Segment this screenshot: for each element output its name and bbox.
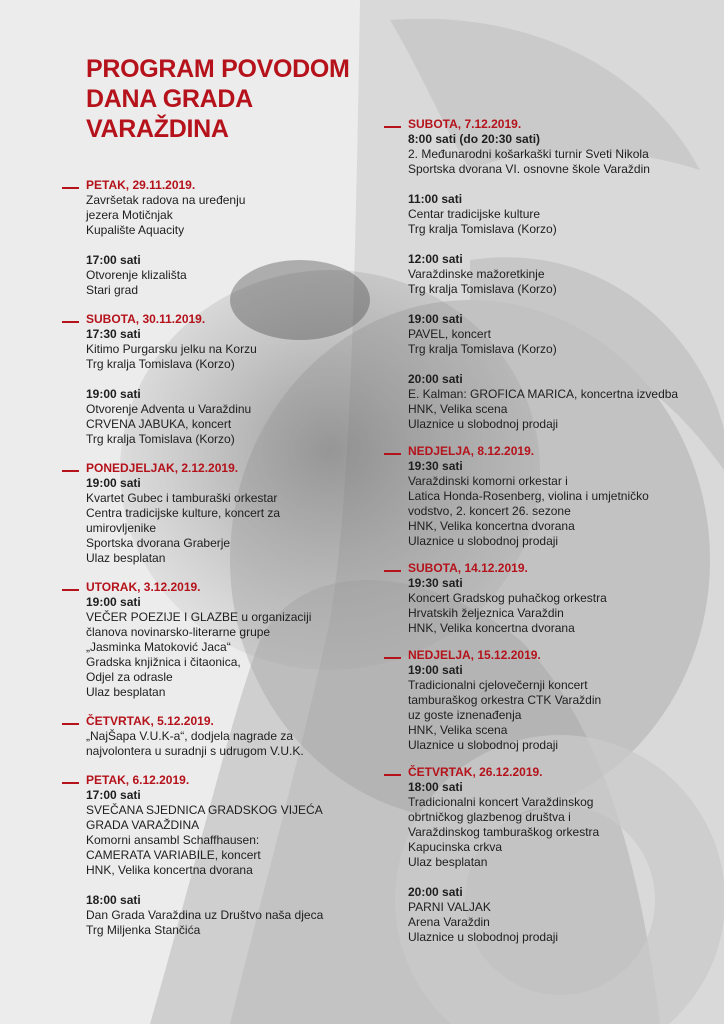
event-day (86, 773, 346, 938)
event-day (86, 461, 346, 566)
event-line: Varaždinski komorni orkestar i (408, 474, 568, 488)
event-line: Kupalište Aquacity (86, 223, 185, 237)
event-date: ČETVRTAK, 26.12.2019. (408, 765, 543, 779)
event-line: uz goste iznenađenja (408, 708, 522, 722)
event-day (86, 312, 346, 447)
event-line: Ulaz besplatan (408, 855, 488, 869)
event-time: 12:00 sati (408, 252, 463, 266)
event-line: Završetak radova na uređenju (86, 193, 246, 207)
event-date: SUBOTA, 14.12.2019. (408, 561, 528, 575)
event-slot (408, 372, 708, 432)
event-date: ČETVRTAK, 5.12.2019. (86, 714, 214, 728)
event-line: Kvartet Gubec i tamburaški orkestar (86, 491, 278, 505)
right-program-column (408, 117, 708, 957)
event-time: 20:00 sati (408, 372, 463, 386)
event-date: SUBOTA, 7.12.2019. (408, 117, 522, 131)
dash-marker (62, 723, 79, 725)
event-time: 11:00 sati (408, 192, 463, 206)
title-line-1: PROGRAM POVODOM (86, 55, 350, 83)
event-slot (86, 193, 346, 238)
event-line: GRADA VARAŽDINA (86, 818, 200, 832)
event-date: PONEDJELJAK, 2.12.2019. (86, 461, 239, 475)
event-line: obrtničkog glazbenog društva i (408, 810, 571, 824)
event-line: jezera Motičnjak (86, 208, 173, 222)
event-day (86, 580, 346, 700)
event-time: 17:00 sati (86, 253, 141, 267)
event-line: „Jasminka Matoković Jaca“ (86, 640, 231, 654)
event-slot (408, 312, 708, 357)
event-time: 17:00 sati (86, 788, 141, 802)
event-line: Stari grad (86, 283, 139, 297)
title-line-3: VARAŽDINA (86, 115, 229, 143)
dash-marker (384, 774, 401, 776)
event-line: Ulaz besplatan (86, 685, 166, 699)
dash-marker (384, 570, 401, 572)
event-line: Dan Grada Varaždina uz Društvo naša djeca (86, 908, 324, 922)
event-slot (86, 387, 346, 447)
event-day (408, 444, 708, 549)
event-slot (86, 893, 346, 938)
event-slot (408, 132, 708, 177)
event-line: Hrvatskih željeznica Varaždin (408, 606, 564, 620)
event-slot (86, 788, 346, 878)
event-slot (86, 595, 346, 700)
event-line: HNK, Velika koncertna dvorana (86, 863, 253, 877)
event-line: Varaždinske mažoretkinje (408, 267, 545, 281)
event-slot (408, 885, 708, 945)
event-line: Ulaznice u slobodnoj prodaji (408, 930, 559, 944)
event-line: Varaždinskog tamburaškog orkestra (408, 825, 600, 839)
event-slot (408, 192, 708, 237)
event-date: PETAK, 29.11.2019. (86, 178, 196, 192)
event-slot (86, 327, 346, 372)
event-line: Centar tradicijske kulture (408, 207, 541, 221)
event-line: PARNI VALJAK (408, 900, 491, 914)
event-slot (86, 476, 346, 566)
event-line: Arena Varaždin (408, 915, 490, 929)
event-line: E. Kalman: GROFICA MARICA, koncertna izvedba (408, 387, 679, 401)
event-line: SVEČANA SJEDNICA GRADSKOG VIJEĆA (86, 803, 323, 817)
event-line: PAVEL, koncert (408, 327, 491, 341)
event-time: 19:30 sati (408, 459, 463, 473)
event-line: „NajŠapa V.U.K-a“, dodjela nagrade za (86, 729, 294, 743)
dash-marker (62, 470, 79, 472)
event-line: VEČER POEZIJE I GLAZBE u organizaciji (86, 610, 312, 624)
dash-marker (62, 187, 79, 189)
event-slot (408, 459, 708, 549)
event-slot (86, 729, 346, 759)
event-line: vodstvo, 2. koncert 26. sezone (408, 504, 571, 518)
page-title (86, 54, 386, 144)
event-line: Otvorenje Adventa u Varaždinu (86, 402, 252, 416)
event-time: 19:00 sati (408, 663, 463, 677)
event-line: Odjel za odrasle (86, 670, 173, 684)
event-line: Ulaznice u slobodnoj prodaji (408, 534, 559, 548)
event-slot (408, 663, 708, 753)
event-line: CRVENA JABUKA, koncert (86, 417, 232, 431)
event-time: 19:00 sati (86, 476, 141, 490)
event-day (408, 648, 708, 753)
event-line: Gradska knjižnica i čitaonica, (86, 655, 241, 669)
dash-marker (384, 126, 401, 128)
event-time: 17:30 sati (86, 327, 141, 341)
event-line: Ulaz besplatan (86, 551, 166, 565)
event-line: umirovljenike (86, 521, 157, 535)
event-day (408, 117, 708, 432)
event-time: 19:30 sati (408, 576, 463, 590)
event-date: SUBOTA, 30.11.2019. (86, 312, 206, 326)
event-day (86, 178, 346, 298)
event-line: Trg Miljenka Stančića (86, 923, 201, 937)
event-line: Ulaznice u slobodnoj prodaji (408, 738, 559, 752)
event-line: Trg kralja Tomislava (Korzo) (86, 432, 235, 446)
event-slot (86, 253, 346, 298)
dash-marker (62, 321, 79, 323)
event-time: 18:00 sati (408, 780, 463, 794)
event-line: 2. Međunarodni košarkaški turnir Sveti Nikola (408, 147, 649, 161)
event-line: Trg kralja Tomislava (Korzo) (408, 282, 557, 296)
event-line: tamburaškog orkestra CTK Varaždin (408, 693, 602, 707)
event-time: 19:00 sati (408, 312, 463, 326)
event-time: 20:00 sati (408, 885, 463, 899)
event-day (408, 561, 708, 636)
event-day (408, 765, 708, 945)
event-line: HNK, Velika koncertna dvorana (408, 519, 575, 533)
event-line: Trg kralja Tomislava (Korzo) (408, 222, 557, 236)
event-line: najvolontera u suradnji s udrugom V.U.K. (86, 744, 304, 758)
event-time: 19:00 sati (86, 595, 141, 609)
event-line: Kitimo Purgarsku jelku na Korzu (86, 342, 257, 356)
dash-marker (384, 453, 401, 455)
dash-marker (62, 589, 79, 591)
event-line: članova novinarsko-literarne grupe (86, 625, 271, 639)
event-line: Sportska dvorana Graberje (86, 536, 231, 550)
dash-marker (384, 657, 401, 659)
event-date: PETAK, 6.12.2019. (86, 773, 190, 787)
event-line: Trg kralja Tomislava (Korzo) (408, 342, 557, 356)
event-slot (408, 576, 708, 636)
event-line: HNK, Velika koncertna dvorana (408, 621, 575, 635)
dash-marker (62, 782, 79, 784)
event-line: Tradicionalni koncert Varaždinskog (408, 795, 594, 809)
event-line: HNK, Velika scena (408, 723, 508, 737)
event-time: 18:00 sati (86, 893, 141, 907)
event-line: Komorni ansambl Schaffhausen: (86, 833, 260, 847)
title-line-2: DANA GRADA (86, 85, 253, 113)
event-slot (408, 252, 708, 297)
event-date: NEDJELJA, 15.12.2019. (408, 648, 541, 662)
event-line: Koncert Gradskog puhačkog orkestra (408, 591, 607, 605)
event-day (86, 714, 346, 759)
event-line: Centra tradicijske kulture, koncert za (86, 506, 281, 520)
event-line: Ulaznice u slobodnoj prodaji (408, 417, 559, 431)
event-line: Tradicionalni cjelovečernji koncert (408, 678, 588, 692)
event-slot (408, 780, 708, 870)
event-line: CAMERATA VARIABILE, koncert (86, 848, 261, 862)
event-time: 19:00 sati (86, 387, 141, 401)
event-line: Latica Honda-Rosenberg, violina i umjetničko (408, 489, 649, 503)
event-date: NEDJELJA, 8.12.2019. (408, 444, 535, 458)
event-date: UTORAK, 3.12.2019. (86, 580, 201, 594)
event-line: HNK, Velika scena (408, 402, 508, 416)
event-line: Sportska dvorana VI. osnovne škole Varaždin (408, 162, 650, 176)
event-time: 8:00 sati (do 20:30 sati) (408, 132, 541, 146)
event-line: Otvorenje klizališta (86, 268, 187, 282)
left-program-column (86, 178, 346, 952)
event-line: Kapucinska crkva (408, 840, 503, 854)
event-line: Trg kralja Tomislava (Korzo) (86, 357, 235, 371)
